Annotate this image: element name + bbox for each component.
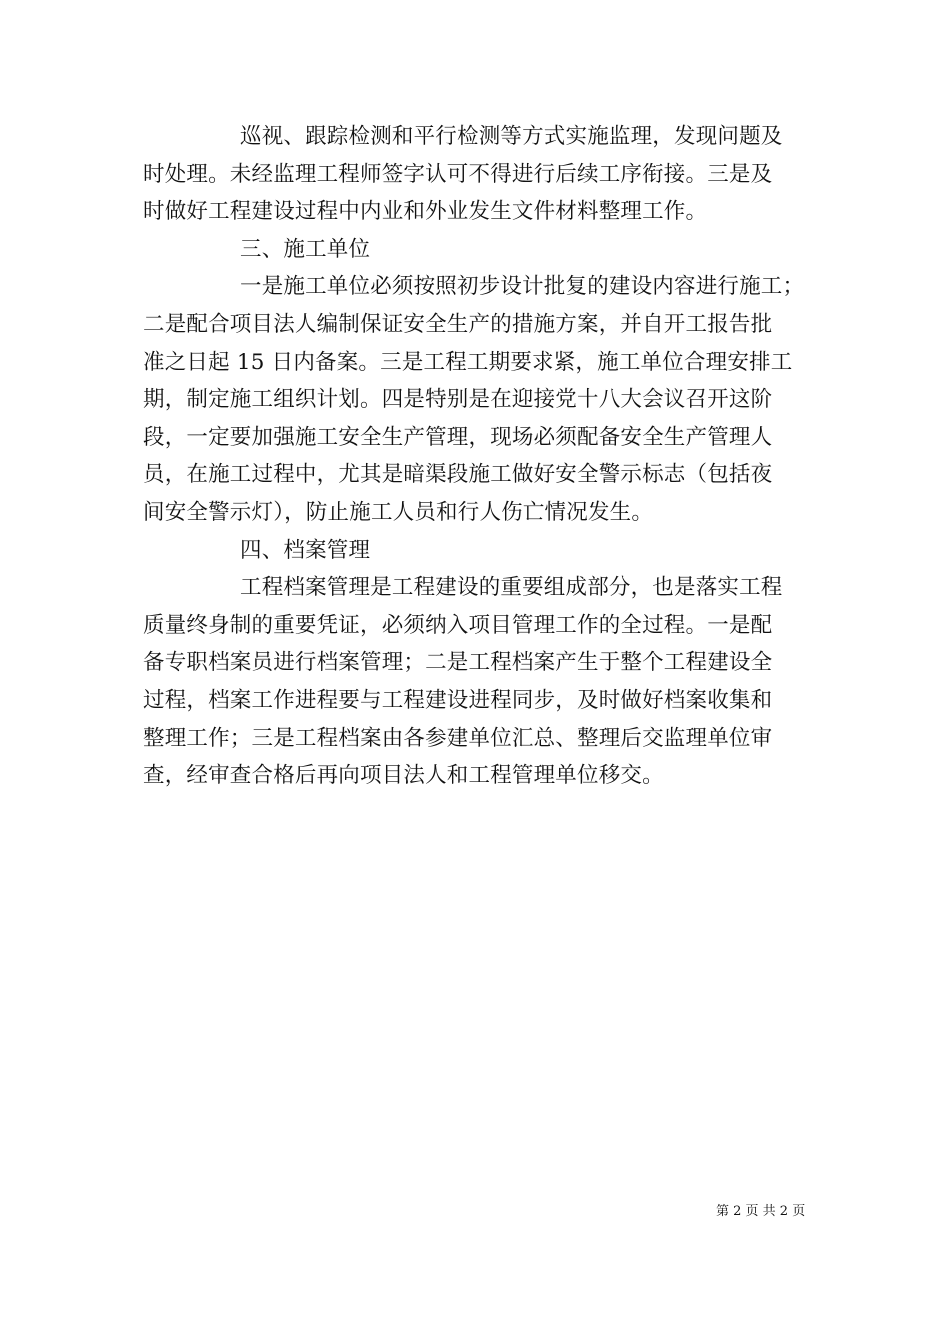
paragraph-line: 一是施工单位必须按照初步设计批复的建设内容进行施工； bbox=[240, 274, 805, 300]
paragraph-line: 巡视、跟踪检测和平行检测等方式实施监理，发现问题及 bbox=[240, 124, 783, 149]
paragraph-line: 时做好工程建设过程中内业和外业发生文件材料整理工作。 bbox=[143, 199, 708, 225]
paragraph-line: 准之日起 15 日内备案。三是工程工期要求紧，施工单位合理安排工 bbox=[143, 349, 793, 375]
section-four bbox=[143, 532, 813, 795]
section-heading: 四、档案管理 bbox=[240, 537, 371, 563]
paragraph-line: 时处理。未经监理工程师签字认可不得进行后续工序衔接。三是及 bbox=[143, 161, 773, 187]
paragraph-line: 员，在施工过程中，尤其是暗渠段施工做好安全警示标志（包括夜 bbox=[143, 462, 773, 488]
section-three bbox=[143, 231, 813, 532]
page-number-footer: 第 2 页 共 2 页 bbox=[716, 1204, 806, 1219]
paragraph-line: 整理工作；三是工程档案由各参建单位汇总、整理后交监理单位审 bbox=[143, 725, 773, 751]
paragraph-line: 备专职档案员进行档案管理；二是工程档案产生于整个工程建设全 bbox=[143, 650, 773, 676]
paragraph-line: 间安全警示灯），防止施工人员和行人伤亡情况发生。 bbox=[143, 499, 654, 525]
paragraph-line: 工程档案管理是工程建设的重要组成部分，也是落实工程 bbox=[240, 575, 783, 601]
paragraph-line: 二是配合项目法人编制保证安全生产的措施方案，并自开工报告批 bbox=[143, 311, 773, 337]
paragraph-line: 质量终身制的重要凭证，必须纳入项目管理工作的全过程。一是配 bbox=[143, 612, 773, 638]
paragraph-line: 过程，档案工作进程要与工程建设进程同步，及时做好档案收集和 bbox=[143, 687, 773, 713]
document-body bbox=[143, 118, 813, 795]
paragraph-line: 期，制定施工组织计划。四是特别是在迎接党十八大会议召开这阶 bbox=[143, 387, 773, 413]
section-two-tail bbox=[143, 118, 813, 231]
paragraph-line: 查，经审查合格后再向项目法人和工程管理单位移交。 bbox=[143, 763, 664, 789]
paragraph-line: 段，一定要加强施工安全生产管理，现场必须配备安全生产管理人 bbox=[143, 424, 773, 450]
section-heading: 三、施工单位 bbox=[240, 236, 371, 262]
